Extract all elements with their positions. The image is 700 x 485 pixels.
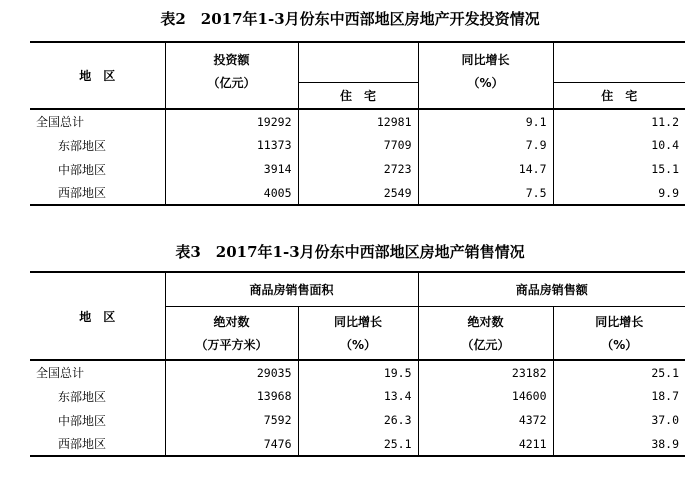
residential-cell: 12981 bbox=[298, 109, 418, 133]
table2-caption: 表2 2017年1-3月份东中西部地区房地产开发投资情况 bbox=[160, 10, 540, 28]
region-cell: 全国总计 bbox=[36, 115, 85, 129]
investment-cell: 11373 bbox=[165, 133, 298, 157]
area-yoy-cell: 19.5 bbox=[298, 360, 418, 384]
yoy-cell: 9.1 bbox=[418, 109, 553, 133]
header-sales-yoy-label: 同比增长 bbox=[595, 314, 644, 329]
header-yoy-unit: （%） bbox=[467, 76, 504, 90]
header-sales-group: 商品房销售额 bbox=[418, 272, 685, 306]
table-row bbox=[30, 408, 685, 432]
region-cell: 中部地区 bbox=[58, 413, 107, 428]
header-sales-yoy bbox=[553, 306, 685, 360]
table-row bbox=[30, 360, 685, 384]
region-cell: 西部地区 bbox=[30, 181, 165, 205]
residential-cell: 2723 bbox=[298, 157, 418, 181]
sales-yoy-cell: 25.1 bbox=[553, 360, 685, 384]
header-area-abs-label: 绝对数 bbox=[213, 314, 250, 329]
header-investment-label: 投资额 bbox=[213, 53, 250, 67]
investment-cell: 19292 bbox=[165, 109, 298, 133]
table-row bbox=[30, 109, 685, 133]
table3-caption: 表3 2017年1-3月份东中西部地区房地产销售情况 bbox=[175, 243, 525, 261]
yoy-cell: 14.7 bbox=[418, 157, 553, 181]
sales-cell: 4372 bbox=[418, 408, 553, 432]
sales-yoy-cell: 18.7 bbox=[553, 384, 685, 408]
investment-cell: 4005 bbox=[165, 181, 298, 205]
header-region: 地 区 bbox=[30, 272, 165, 360]
yoy-residential-cell: 11.2 bbox=[553, 109, 685, 133]
table-row bbox=[30, 157, 685, 181]
header-yoy-spacer bbox=[553, 42, 685, 82]
header-investment bbox=[165, 42, 298, 109]
table-row bbox=[30, 432, 685, 456]
region-cell: 东部地区 bbox=[58, 389, 107, 404]
sales-cell: 23182 bbox=[418, 360, 553, 384]
sales-table bbox=[30, 271, 685, 457]
residential-cell: 7709 bbox=[298, 133, 418, 157]
region-cell: 中部地区 bbox=[58, 162, 107, 177]
yoy-residential-cell: 9.9 bbox=[553, 181, 685, 205]
header-investment-unit: （亿元） bbox=[207, 76, 256, 90]
area-cell: 7476 bbox=[165, 432, 298, 456]
header-area-yoy-unit: （%） bbox=[339, 337, 377, 352]
investment-cell: 3914 bbox=[165, 157, 298, 181]
area-yoy-cell: 26.3 bbox=[298, 408, 418, 432]
table-row bbox=[30, 133, 685, 157]
header-sales-abs-unit: （亿元） bbox=[461, 337, 510, 352]
header-yoy bbox=[418, 42, 553, 109]
header-investment-spacer bbox=[298, 42, 418, 82]
yoy-residential-cell: 10.4 bbox=[553, 133, 685, 157]
header-yoy-residential: 住 宅 bbox=[553, 82, 685, 109]
header-sales-abs-label: 绝对数 bbox=[467, 314, 504, 329]
header-yoy-label: 同比增长 bbox=[461, 53, 510, 67]
header-area-yoy-label: 同比增长 bbox=[334, 314, 383, 329]
sales-yoy-cell: 37.0 bbox=[553, 408, 685, 432]
sales-cell: 14600 bbox=[418, 384, 553, 408]
region-cell: 全国总计 bbox=[36, 366, 85, 380]
sales-cell: 4211 bbox=[418, 432, 553, 456]
header-region: 地 区 bbox=[30, 42, 165, 109]
table-row bbox=[30, 384, 685, 408]
residential-cell: 2549 bbox=[298, 181, 418, 205]
region-cell: 西部地区 bbox=[30, 432, 165, 456]
header-area-group: 商品房销售面积 bbox=[165, 272, 418, 306]
area-cell: 13968 bbox=[165, 384, 298, 408]
header-sales-yoy-unit: （%） bbox=[601, 337, 638, 352]
yoy-cell: 7.5 bbox=[418, 181, 553, 205]
yoy-residential-cell: 15.1 bbox=[553, 157, 685, 181]
yoy-cell: 7.9 bbox=[418, 133, 553, 157]
table-row bbox=[30, 181, 685, 205]
area-cell: 7592 bbox=[165, 408, 298, 432]
header-area-abs bbox=[165, 306, 298, 360]
sales-yoy-cell: 38.9 bbox=[553, 432, 685, 456]
area-yoy-cell: 13.4 bbox=[298, 384, 418, 408]
investment-table bbox=[30, 41, 685, 206]
area-cell: 29035 bbox=[165, 360, 298, 384]
header-residential: 住 宅 bbox=[298, 82, 418, 109]
area-yoy-cell: 25.1 bbox=[298, 432, 418, 456]
header-area-abs-unit: （万平方米） bbox=[195, 337, 268, 352]
header-area-yoy bbox=[298, 306, 418, 360]
header-sales-abs bbox=[418, 306, 553, 360]
region-cell: 东部地区 bbox=[58, 138, 107, 153]
